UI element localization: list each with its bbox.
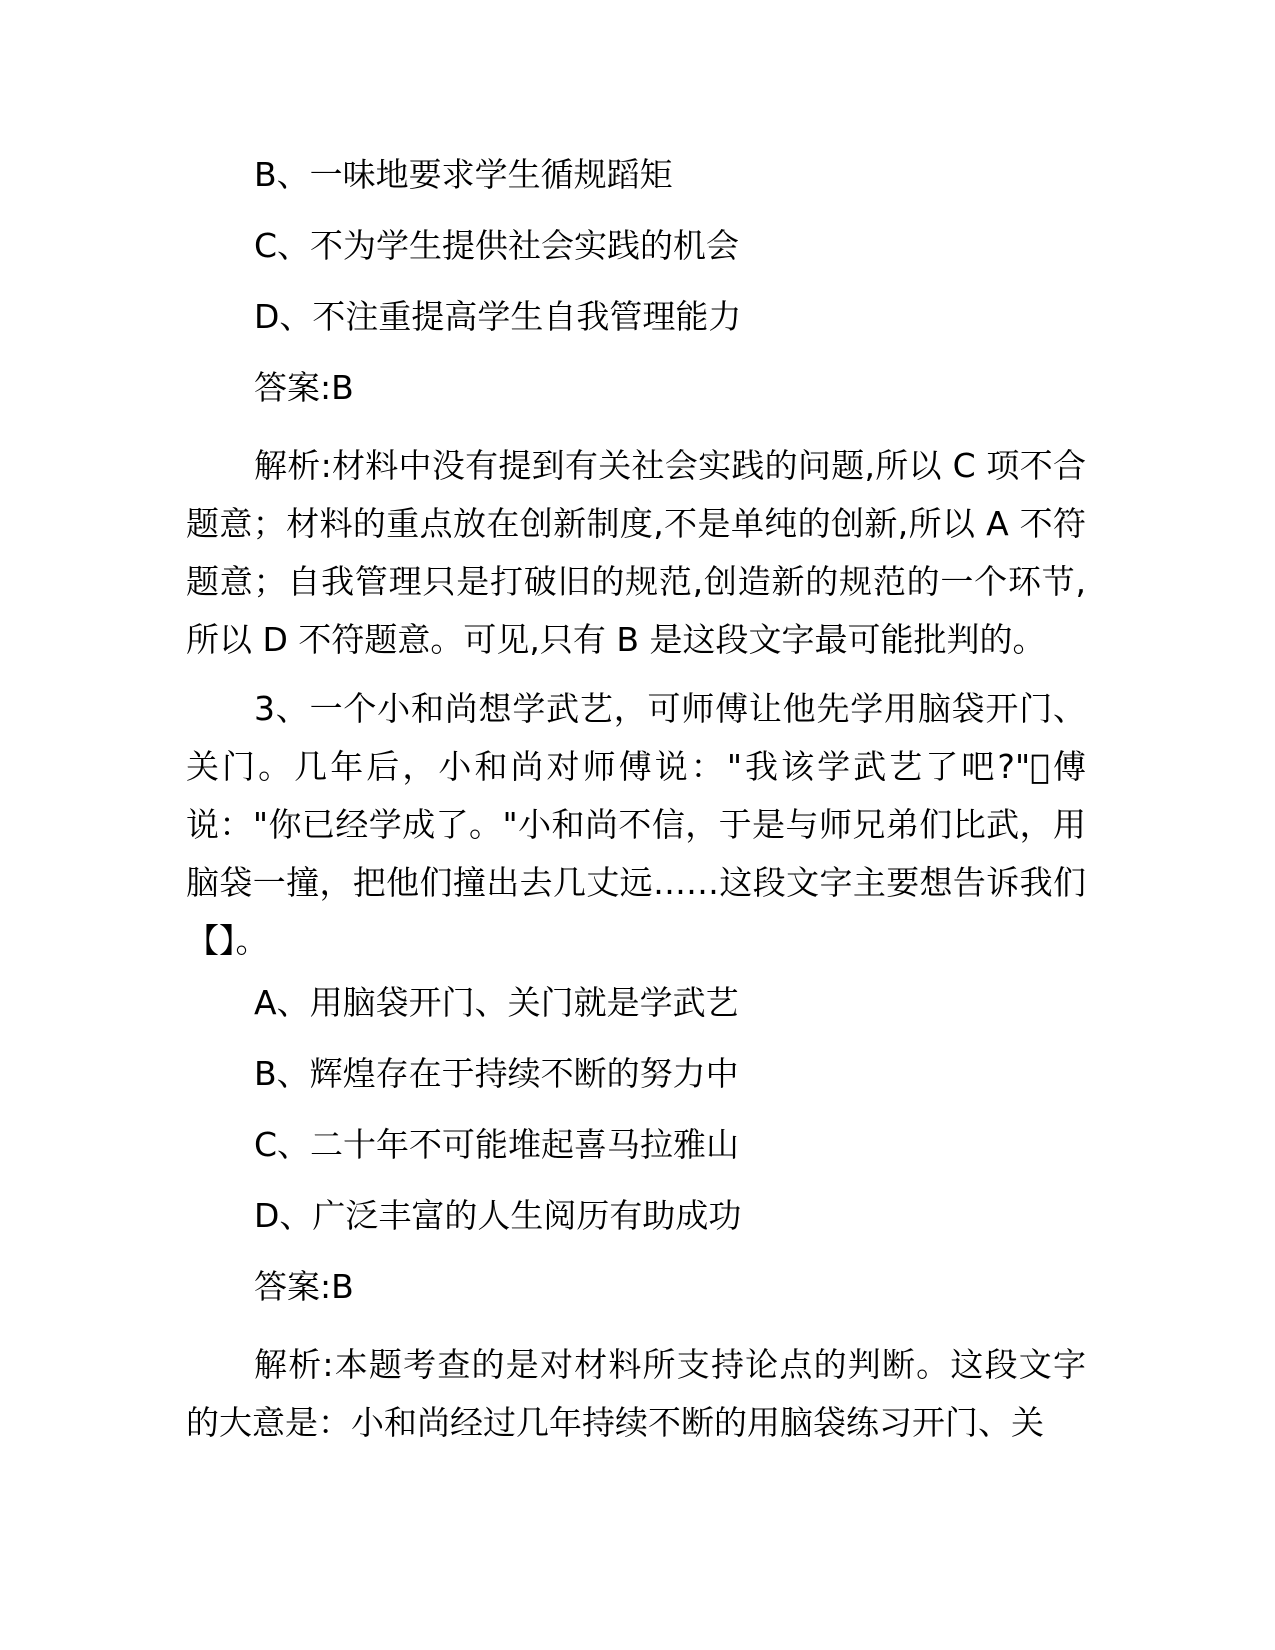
q3-analysis: 解析:本题考查的是对材料所支持论点的判断。这段文字的大意是：小和尚经过几年持续不断的用脑袋练习开门、关 xyxy=(186,1345,1086,1442)
q2-answer: 答案:B xyxy=(254,368,354,407)
document-body xyxy=(186,153,1086,1463)
q2-option-c: C、不为学生提供社会实践的机会 xyxy=(254,226,740,265)
q3-option-a: A、用脑袋开门、关门就是学武艺 xyxy=(254,983,739,1022)
q2-option-d: D、不注重提高学生自我管理能力 xyxy=(254,297,742,336)
q3-option-d: D、广泛丰富的人生阅历有助成功 xyxy=(254,1196,742,1235)
q2-analysis: 解析:材料中没有提到有关社会实践的问题,所以 C 项不合题意；材料的重点放在创新制度,不是单纯的创新,所以 A 不符题意；自我管理只是打破旧的规范,创造新的规范的一个环节,所以 D 不符题意。可见,只有 B 是这段文字最可能批判的。 xyxy=(186,446,1086,659)
q3-answer: 答案:B xyxy=(254,1267,354,1306)
q3-option-c: C、二十年不可能堆起喜马拉雅山 xyxy=(254,1125,740,1164)
q3-option-b: B、辉煌存在于持续不断的努力中 xyxy=(254,1054,739,1093)
q3-question: 3、一个小和尚想学武艺，可师傅让他先学用脑袋开门、关门。几年后，小和尚对师傅说："我该学武艺了吧?" 傅说："你已经学成了。"小和尚不信，于是与师兄弟们比武，用脑袋一撞，把他们撞出去几丈远……这段文字主要想告诉我们【】。 xyxy=(186,689,1086,960)
q2-option-b: B、一味地要求学生循规蹈矩 xyxy=(254,155,673,194)
